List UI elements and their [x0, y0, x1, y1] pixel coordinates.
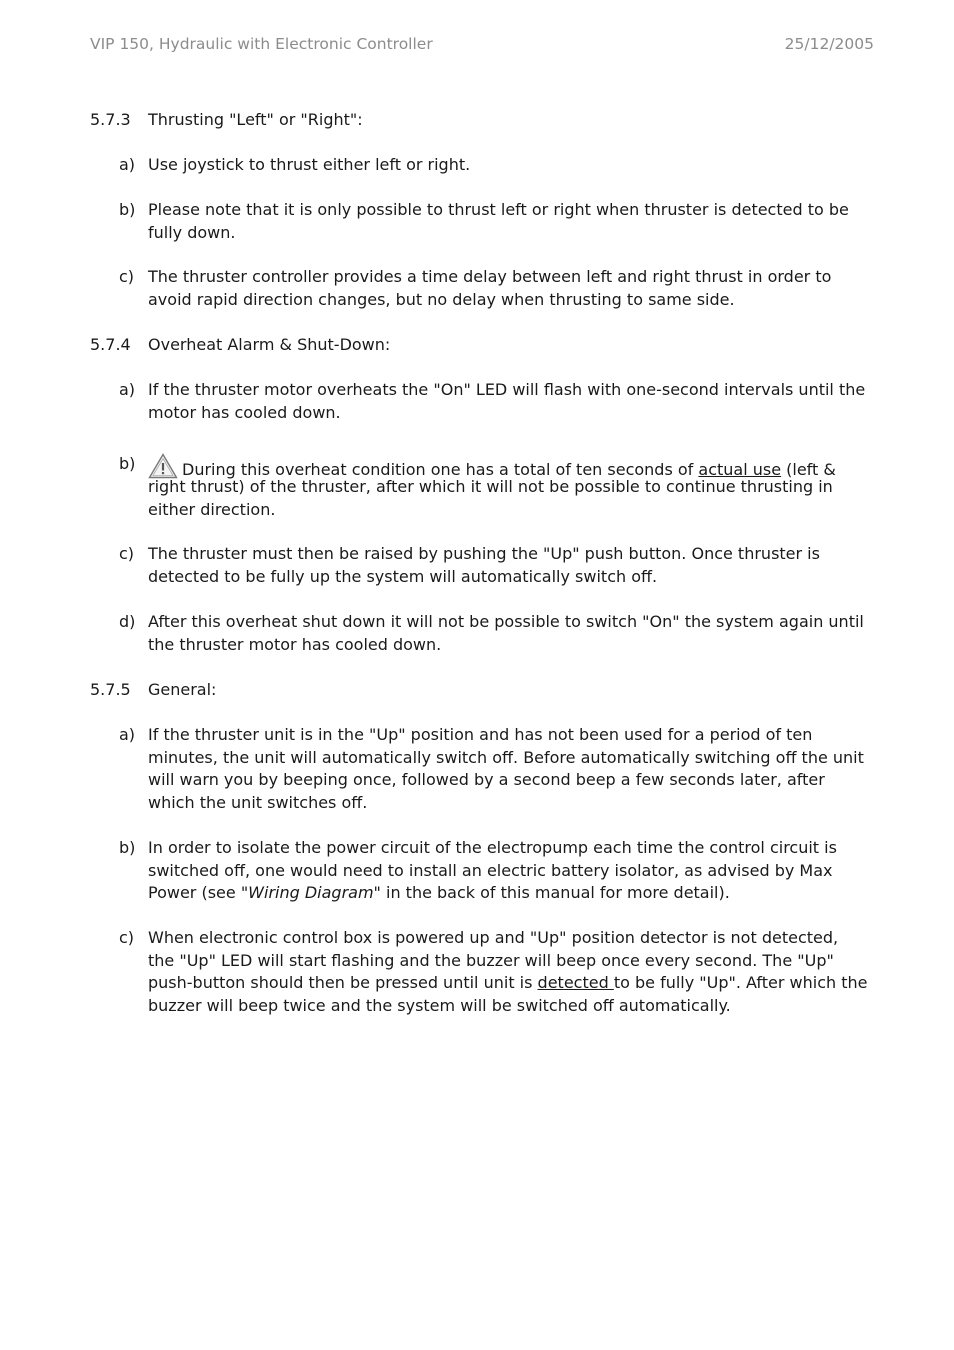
list-item-text: the "Up" LED will start flashing and the buzzer will beep once every second. The "Up" — [148, 950, 834, 970]
list-item — [119, 266, 894, 311]
section-5-7-4 — [90, 334, 890, 356]
list-item-text: Use joystick to thrust either left or right. — [148, 155, 471, 174]
text-run: Power (see " — [148, 883, 249, 902]
list-item-text — [148, 882, 894, 905]
list-item-text: The thruster controller provides a time delay between left and right thrust in order to — [148, 267, 832, 286]
text-run: " in the back of this manual for more detail). — [373, 883, 730, 902]
list-item-label: b) — [119, 454, 136, 473]
list-item-text: fully down. — [148, 222, 236, 242]
list-item-text: avoid rapid direction changes, but no delay when thrusting to same side. — [148, 289, 735, 309]
list-item-text: the thruster motor has cooled down. — [148, 634, 442, 654]
list-item-text: If the thruster unit is in the "Up" position and has not been used for a period of ten — [148, 725, 813, 744]
list-item-text: will warn you by beeping once, followed by a second beep a few seconds later, after — [148, 770, 825, 789]
header-title: VIP 150, Hydraulic with Electronic Controller — [90, 35, 433, 53]
section-title: General: — [148, 680, 217, 699]
list-item-text: minutes, the unit will automatically switch off. Before automatically switching off the unit — [148, 747, 864, 767]
section-number: 5.7.5 — [90, 680, 131, 699]
list-item-text: In order to isolate the power circuit of the electropump each time the control circuit is — [148, 838, 837, 857]
text-run: push-button should then be pressed until unit is — [148, 973, 538, 992]
warning-text-pre: During this overheat condition one has a total of ten seconds of — [182, 460, 699, 479]
list-item-text: either direction. — [148, 499, 276, 519]
section-number: 5.7.3 — [90, 110, 131, 129]
list-item — [119, 837, 894, 905]
list-item-text: When electronic control box is powered up and "Up" position detector is not detected, — [148, 928, 839, 947]
list-item-text: The thruster must then be raised by pushing the "Up" push button. Once thruster is — [148, 544, 820, 563]
list-item-label: a) — [119, 725, 136, 744]
section-heading — [90, 109, 890, 131]
list-item-text: which the unit switches off. — [148, 792, 368, 812]
list-item-label: a) — [119, 380, 136, 399]
list-item — [119, 611, 894, 656]
list-item-label: c) — [119, 267, 135, 286]
list-item-text: If the thruster motor overheats the "On" LED will flash with one-second intervals until the — [148, 380, 866, 399]
list-item-label: a) — [119, 155, 136, 174]
section-heading — [90, 679, 890, 701]
wiring-diagram-reference: Wiring Diagram — [248, 883, 374, 902]
section-5-7-3 — [90, 109, 890, 131]
list-item-text: detected to be fully up the system will automatically switch off. — [148, 566, 658, 586]
list-item — [119, 543, 894, 588]
section-title: Thrusting "Left" or "Right": — [148, 110, 363, 129]
list-item-text: Please note that it is only possible to thrust left or right when thruster is detected to be — [148, 200, 849, 219]
list-item — [119, 199, 894, 244]
detected-emphasis: detected — [537, 973, 614, 992]
actual-use-emphasis: actual use — [698, 460, 782, 479]
list-item-label: b) — [119, 200, 136, 219]
warning-text-post: (left & — [781, 460, 836, 479]
list-item — [119, 927, 894, 1017]
header-date: 25/12/2005 — [784, 35, 874, 53]
text-run: to be fully "Up". After which the — [613, 973, 868, 992]
list-item — [119, 154, 894, 177]
list-item-text: buzzer will beep twice and the system will be switched off automatically. — [148, 995, 731, 1015]
list-item — [119, 379, 894, 424]
list-item-text — [148, 972, 894, 995]
list-item-text: right thrust) of the thruster, after which it will not be possible to continue thrusting in — [148, 477, 833, 496]
list-item-label: d) — [119, 612, 136, 631]
list-item-label: c) — [119, 544, 135, 563]
list-item — [119, 724, 894, 814]
list-item-text: After this overheat shut down it will not be possible to switch "On" the system again until — [148, 612, 864, 631]
list-item-label: c) — [119, 928, 135, 947]
list-item-continuation — [119, 476, 894, 521]
list-item-text: switched off, one would need to install an electric battery isolator, as advised by Max — [148, 860, 833, 880]
list-item-text: motor has cooled down. — [148, 402, 341, 422]
section-number: 5.7.4 — [90, 335, 131, 354]
section-heading — [90, 334, 890, 356]
section-title: Overheat Alarm & Shut-Down: — [148, 335, 391, 354]
list-item-label: b) — [119, 838, 136, 857]
section-5-7-5 — [90, 679, 890, 701]
